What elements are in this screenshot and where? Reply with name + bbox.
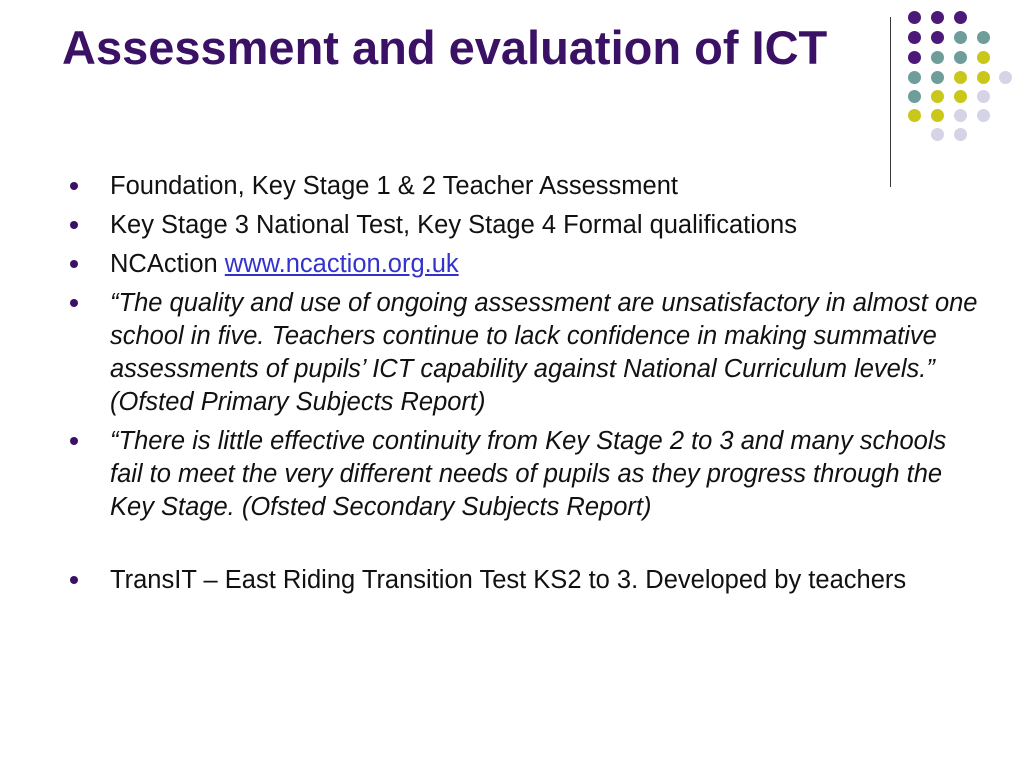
decorative-dot-icon — [908, 31, 921, 44]
decorative-dot-icon — [954, 51, 967, 64]
decorative-dot-icon — [954, 90, 967, 103]
decorative-dot-icon — [908, 90, 921, 103]
decorative-dot-icon — [931, 31, 944, 44]
decorative-dot-icon — [954, 31, 967, 44]
bullet-list — [70, 170, 980, 603]
decorative-dot-icon — [931, 71, 944, 84]
bullet-dot-icon — [70, 260, 78, 268]
bullet-dot-icon — [70, 576, 78, 584]
decorative-dot-icon — [908, 11, 921, 24]
bullet-dot-icon — [70, 299, 78, 307]
bullet-text: Key Stage 3 National Test, Key Stage 4 Formal qualifications — [110, 211, 797, 239]
decorative-dot-icon — [954, 71, 967, 84]
bullet-item-6 — [70, 564, 980, 597]
decorative-dot-icon — [931, 128, 944, 141]
decorative-dot-icon — [931, 109, 944, 122]
bullet-item-4 — [70, 287, 980, 419]
decorative-dot-icon — [954, 128, 967, 141]
ncaction-link[interactable]: www.ncaction.org.uk — [224, 250, 459, 278]
decorative-dot-icon — [954, 11, 967, 24]
bullet-item-3 — [70, 248, 980, 281]
decorative-dot-icon — [977, 109, 990, 122]
decorative-dot-icon — [908, 109, 921, 122]
decorative-dot-icon — [908, 71, 921, 84]
bullet-dot-icon — [70, 437, 78, 445]
decorative-dot-icon — [977, 31, 990, 44]
decorative-dot-icon — [999, 71, 1012, 84]
bullet-text: NCAction — [110, 250, 225, 278]
bullet-dot-icon — [70, 182, 78, 190]
decorative-dot-icon — [977, 90, 990, 103]
bullet-quote-text: “There is little effective continuity from Key Stage 2 to 3 and many schools fail to meet the very different needs of pupils as they progress through the Key Stage. (Ofsted Secondary Subjects Report) — [110, 427, 947, 521]
slide-title: Assessment and evaluation of ICT — [62, 21, 828, 74]
decorative-dot-icon — [954, 109, 967, 122]
decorative-dot-icon — [931, 51, 944, 64]
bullet-dot-icon — [70, 221, 78, 229]
decorative-dot-icon — [977, 51, 990, 64]
bullet-quote-text: “The quality and use of ongoing assessment are unsatisfactory in almost one school in five. Teachers continue to lack confidence in making summative assessments of pupils’ ICT capability against National Curriculum levels.” (Ofsted Primary Subjects Report) — [110, 289, 978, 416]
decorative-dot-icon — [931, 90, 944, 103]
decorative-dot-icon — [977, 71, 990, 84]
decorative-dot-icon — [908, 51, 921, 64]
decorative-dot-icon — [931, 11, 944, 24]
bullet-item-5 — [70, 425, 980, 524]
bullet-text: Foundation, Key Stage 1 & 2 Teacher Assessment — [110, 172, 678, 200]
bullet-text: TransIT – East Riding Transition Test KS2 to 3. Developed by teachers — [110, 566, 907, 594]
bullet-item-2 — [70, 209, 980, 242]
bullet-item-1 — [70, 170, 980, 203]
